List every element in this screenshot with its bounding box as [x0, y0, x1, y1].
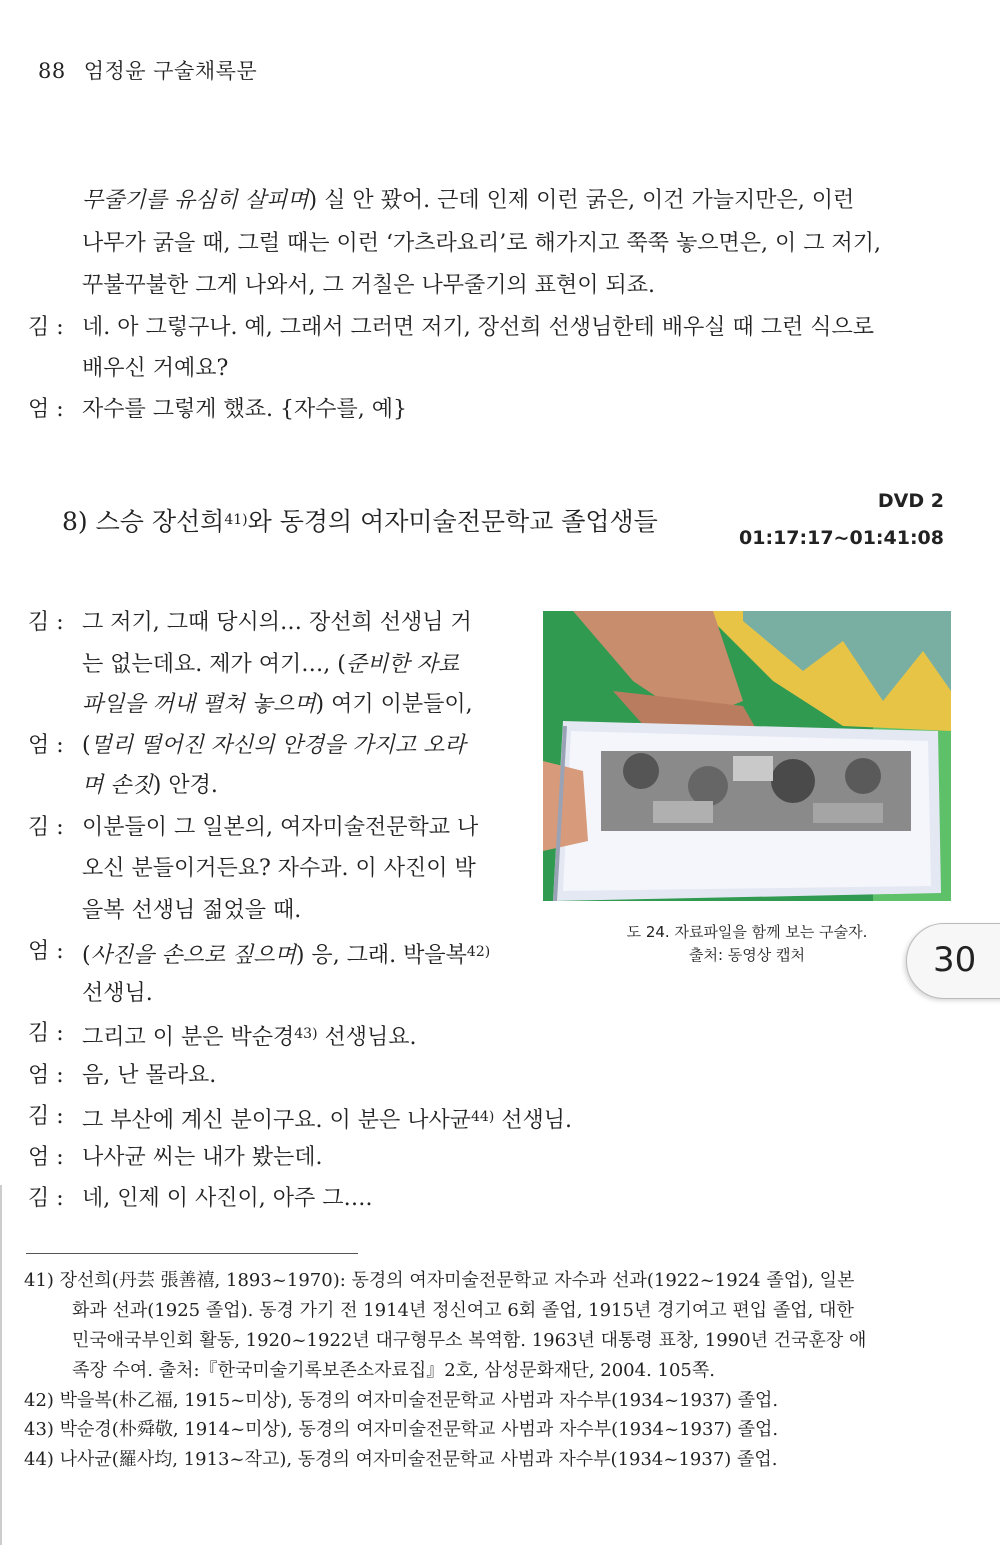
text-line: 무줄기를 유심히 살피며) 실 안 꽜어. 근데 인제 이런 굵은, 이건 가늘지만은, 이런 [82, 188, 855, 213]
speaker-label: 김 : [28, 610, 64, 635]
text-line: 음, 난 몰라요. [82, 1063, 217, 1088]
speaker-label: 엄 : [28, 939, 64, 964]
footnote-ref: 44) [471, 1109, 495, 1125]
text-line: 며 손짓) 안경. [82, 773, 218, 798]
speaker-label: 엄 : [28, 1063, 64, 1088]
book-title: 엄정윤 구술채록문 [83, 59, 258, 83]
text-line: 네. 아 그렇구나. 예, 그래서 그러면 저기, 장선희 선생님한테 배우실 때 그런 식으로 [82, 315, 874, 340]
text-line: (사진을 손으로 짚으며) 응, 그래. 박을복$^{42)}$ [82, 943, 491, 968]
text-line: 네, 인제 이 사진이, 아주 그…. [82, 1186, 373, 1211]
footnote-43: 43) 박순경(朴舜敬, 1914~미상), 동경의 여자미술전문학교 사범과 자수부(1934~1937) 졸업. [24, 1419, 779, 1440]
text-line: 그리고 이 분은 박순경$^{43)}$ 선생님요. [82, 1025, 417, 1050]
chapter-tab-number: 30 [933, 940, 977, 980]
speaker-label: 김 : [28, 1021, 64, 1046]
photo-illustration [543, 611, 951, 901]
footnote-41-cont: 족장 수여. 출처:『한국미술기록보존소자료집』2호, 삼성문화재단, 2004. 105쪽. [72, 1360, 715, 1381]
text-line: 오신 분들이거든요? 자수과. 이 사진이 박 [82, 856, 476, 881]
text-line: 파일을 꺼내 펼쳐 놓으며) 여기 이분들이, [82, 692, 473, 717]
chapter-tab [906, 923, 1000, 999]
figure-source: 출처: 동영상 캡처 [688, 946, 806, 964]
running-header [38, 55, 257, 85]
speaker-label: 김 : [28, 815, 64, 840]
text-line: 선생님. [82, 981, 153, 1006]
footnote-42: 42) 박을복(朴乙福, 1915~미상), 동경의 여자미술전문학교 사범과 자수부(1934~1937) 졸업. [24, 1390, 779, 1411]
footnote-41: 41) 장선희(丹芸 張善禧, 1893~1970): 동경의 여자미술전문학교 자수과 선과(1922~1924 졸업), 일본 [24, 1270, 855, 1291]
footnote-41-cont: 민국애국부인회 활동, 1920~1922년 대구형무소 복역함. 1963년 대통령 표창, 1990년 건국훈장 애 [72, 1330, 867, 1351]
speaker-label: 김 : [28, 315, 64, 340]
speaker-label: 엄 : [28, 397, 64, 422]
footnote-ref: 41) [224, 512, 248, 528]
page-edge-mark [0, 1185, 8, 1545]
speaker-label: 엄 : [28, 733, 64, 758]
text-line: (멀리 떨어진 자신의 안경을 가지고 오라 [82, 733, 466, 758]
speaker-label: 엄 : [28, 1145, 64, 1170]
figure-caption: 도 24. 자료파일을 함께 보는 구술자. [626, 923, 868, 941]
text-line: 자수를 그렇게 했죠. {자수를, 예} [82, 397, 407, 422]
dvd-label: DVD 2 [877, 490, 944, 512]
footnote-44: 44) 나사균(羅사均, 1913~작고), 동경의 여자미술전문학교 사범과 자수부(1934~1937) 졸업. [24, 1449, 778, 1470]
text-line: 그 부산에 계신 분이구요. 이 분은 나사균$^{44)}$ 선생님. [82, 1108, 573, 1133]
text-line: 배우신 거예요? [82, 356, 229, 381]
section-title: 8) 스승 장선희$^{41)}$와 동경의 여자미술전문학교 졸업생들 [62, 507, 658, 536]
text-line: 는 없는데요. 제가 여기…, (준비한 자료 [82, 652, 460, 677]
text-line: 을복 선생님 젊었을 때. [82, 898, 302, 923]
video-still-photo [543, 611, 951, 901]
text-line: 그 저기, 그때 당시의… 장선희 선생님 거 [82, 610, 472, 635]
stage-direction: 무줄기를 유심히 살피며 [82, 188, 309, 213]
footnote-ref: 42) [466, 944, 491, 960]
dvd-timecode: 01:17:17~01:41:08 [739, 527, 944, 549]
footnote-41-cont: 화과 선과(1925 졸업). 동경 가기 전 1914년 정신여고 6회 졸업, 1915년 경기여고 편입 졸업, 대한 [72, 1300, 854, 1321]
text-line: 꾸불꾸불한 그게 나와서, 그 거칠은 나무줄기의 표현이 되죠. [82, 273, 655, 298]
footnote-ref: 43) [294, 1026, 318, 1042]
footnote-rule [26, 1253, 358, 1254]
page-number: 88 [38, 59, 66, 83]
speaker-label: 김 : [28, 1186, 64, 1211]
text-line: 나무가 굵을 때, 그럴 때는 이런 ‘가츠라요리’로 해가지고 쭉쭉 놓으면은, 이 그 저기, [82, 231, 881, 256]
speaker-label: 김 : [28, 1104, 64, 1129]
text-line: 이분들이 그 일본의, 여자미술전문학교 나 [82, 815, 479, 840]
text-line: 나사균 씨는 내가 봤는데. [82, 1145, 323, 1170]
